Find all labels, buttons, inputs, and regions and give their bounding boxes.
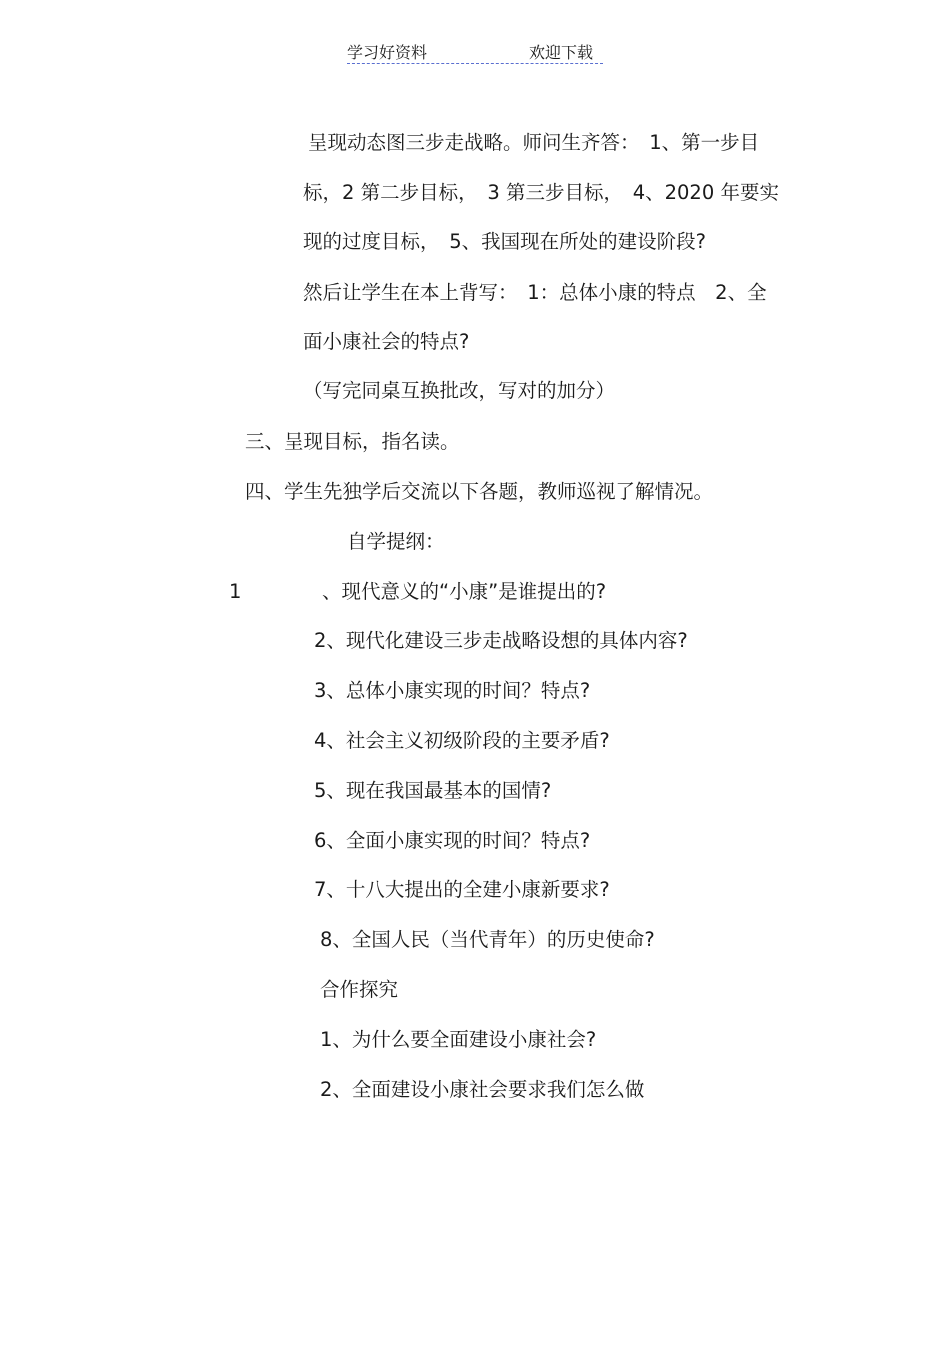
list-item: 7、十八大提出的全建小康新要求?	[314, 878, 610, 901]
list-item-number: 1	[229, 580, 242, 603]
paragraph-line: 面小康社会的特点?	[303, 330, 470, 353]
paragraph-line: 然后让学生在本上背写： 1：总体小康的特点 2、全	[303, 281, 767, 304]
list-item: 6、全面小康实现的时间？特点?	[314, 829, 591, 852]
outline-title: 自学提纲：	[347, 530, 445, 553]
paragraph-line: 标，2 第二步目标， 3 第三步目标， 4、2020 年要实	[303, 181, 779, 204]
list-item: 2、现代化建设三步走战略设想的具体内容?	[314, 629, 688, 652]
list-item: 4、社会主义初级阶段的主要矛盾?	[314, 729, 610, 752]
list-item: 、现代意义的“小康”是谁提出的?	[322, 580, 607, 603]
list-item: 3、总体小康实现的时间？特点?	[314, 679, 591, 702]
list-item: 8、全国人民（当代青年）的历史使命?	[320, 928, 655, 951]
list-item: 1、为什么要全面建设小康社会?	[320, 1028, 597, 1051]
paragraph-line: 现的过度目标， 5、我国现在所处的建设阶段?	[303, 230, 707, 253]
list-item: 5、现在我国最基本的国情?	[314, 779, 552, 802]
paragraph-line: 呈现动态图三步走战略。师问生齐答： 1、第一步目	[308, 131, 760, 154]
header-right-text: 欢迎下载	[529, 43, 594, 62]
paragraph-line: （写完同桌互换批改，写对的加分）	[303, 379, 616, 402]
list-item: 2、全面建设小康社会要求我们怎么做	[320, 1078, 645, 1101]
header-dashed-rule	[347, 63, 603, 64]
section-heading: 四、学生先独学后交流以下各题，教师巡视了解情况。	[245, 480, 714, 503]
cooperation-title: 合作探究	[320, 978, 399, 1001]
section-heading: 三、呈现目标，指名读。	[245, 430, 460, 453]
header-left-text: 学习好资料	[347, 43, 428, 62]
